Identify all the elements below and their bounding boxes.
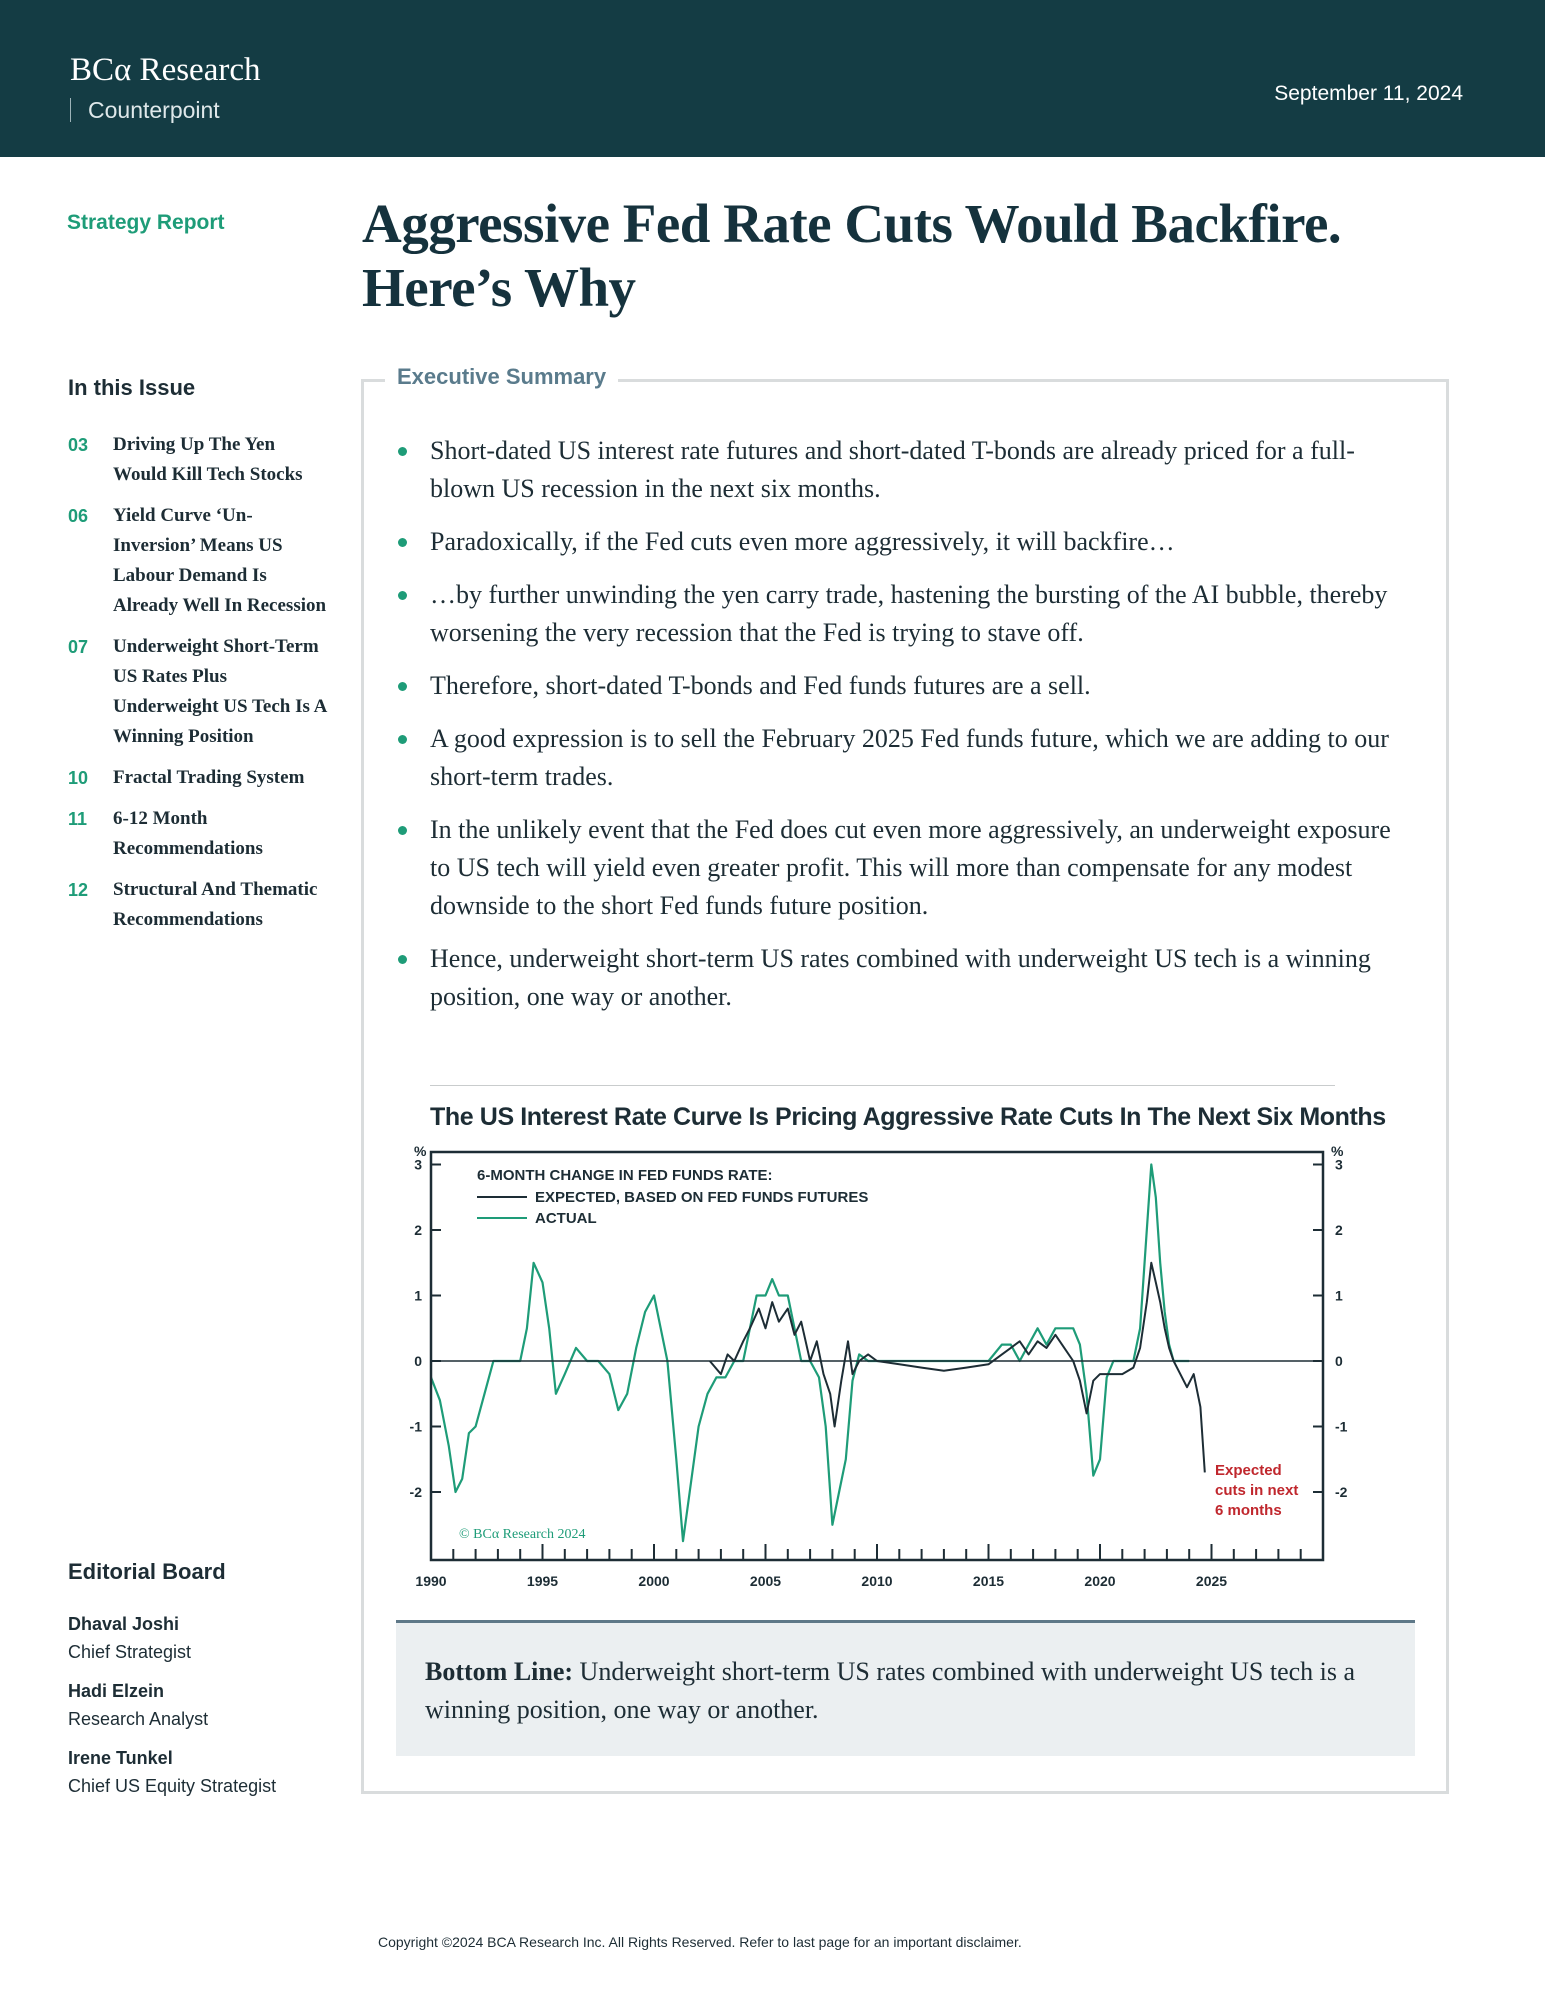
y-tick-label-right: -1	[1335, 1418, 1348, 1435]
toc-item[interactable]	[68, 430, 328, 490]
y-tick-label-right: 2	[1335, 1222, 1343, 1238]
copyright-footer: Copyright ©2024 BCA Research Inc. All Rights Reserved. Refer to last page for an important disclaimer.	[378, 1934, 1022, 1950]
y-tick-label-left: 3	[414, 1156, 422, 1173]
summary-bullet: In the unlikely event that the Fed does cut even more aggressively, an underweight exposure to US tech will yield even greater profit. This will more than compensate for any modest downside to the short Fed funds future position.	[430, 811, 1410, 925]
member-role: Chief US Equity Strategist	[68, 1776, 277, 1796]
publication-name: Counterpoint	[70, 98, 220, 122]
summary-bullet: Hence, underweight short-term US rates combined with underweight US tech is a winning position, one way or another.	[430, 940, 1410, 1016]
fed-funds-chart	[405, 1140, 1365, 1600]
member-role: Research Analyst	[68, 1709, 209, 1729]
summary-bullet: A good expression is to sell the February 2025 Fed funds future, which we are adding to our short-term trades.	[430, 720, 1410, 796]
chart-title: The US Interest Rate Curve Is Pricing Aggressive Rate Cuts In The Next Six Months	[430, 1103, 1386, 1131]
chart-copyright: © BCα Research 2024	[459, 1527, 586, 1542]
toc-label: 6-12 Month Recommendations	[113, 808, 263, 859]
x-tick-label: 2010	[861, 1573, 893, 1589]
y-tick-label-right: 0	[1335, 1353, 1343, 1369]
x-tick-label: 2005	[749, 1573, 782, 1589]
legend-label-expected: EXPECTED, BASED ON FED FUNDS FUTURES	[535, 1189, 869, 1206]
expected-series-line	[710, 1263, 1205, 1473]
summary-bullet: …by further unwinding the yen carry trade, hastening the bursting of the AI bubble, thereby worsening the very recession that the Fed is trying to stave off.	[430, 576, 1410, 652]
toc-page-number: 07	[68, 637, 89, 657]
bottom-line-text	[425, 1653, 1395, 1729]
board-member	[68, 1610, 276, 1666]
x-tick-label: 2000	[638, 1573, 670, 1589]
bottom-line-box	[396, 1620, 1415, 1756]
board-member	[68, 1744, 276, 1800]
y-unit-left: %	[414, 1143, 427, 1159]
toc-page-number: 12	[68, 880, 89, 900]
toc-item[interactable]	[68, 763, 328, 793]
toc-item[interactable]	[68, 632, 328, 752]
toc-page-number: 03	[68, 435, 89, 455]
title-line-2: Here’s Why	[362, 257, 636, 318]
x-tick-label: 2025	[1195, 1573, 1228, 1589]
editorial-board-heading: Editorial Board	[68, 1559, 226, 1584]
member-name: Hadi Elzein	[68, 1681, 165, 1701]
x-tick-label: 1990	[415, 1573, 447, 1589]
toc-page-number: 11	[68, 809, 88, 829]
y-tick-label-left: 2	[414, 1222, 422, 1238]
member-name: Irene Tunkel	[68, 1748, 173, 1768]
publish-date: September 11, 2024	[1274, 82, 1463, 105]
expected-cuts-annotation: cuts in next	[1215, 1482, 1299, 1499]
expected-cuts-annotation: Expected	[1215, 1462, 1282, 1479]
toc-item[interactable]	[68, 875, 328, 935]
y-tick-label-right: 3	[1335, 1156, 1343, 1173]
summary-bullets	[430, 432, 1410, 1031]
toc-item[interactable]	[68, 804, 328, 864]
page-title	[362, 192, 1482, 320]
toc-page-number: 06	[68, 506, 89, 526]
y-unit-right: %	[1331, 1143, 1344, 1159]
y-tick-label-left: -1	[409, 1418, 422, 1435]
bottom-line-label: Bottom Line:	[425, 1657, 574, 1686]
toc-heading: In this Issue	[68, 375, 196, 400]
executive-summary-heading: Executive Summary	[385, 364, 618, 390]
bottom-line-body: Underweight short-term US rates combined with underweight US tech is a winning position, one way or another.	[425, 1657, 1356, 1724]
x-tick-label: 2015	[972, 1573, 1005, 1589]
member-role: Chief Strategist	[68, 1642, 192, 1662]
brand-logo: BCα Research	[70, 52, 261, 88]
toc-label: Underweight Short-Term US Rates Plus Underweight US Tech Is A Winning Position	[113, 636, 327, 747]
board-member	[68, 1677, 276, 1733]
toc-label: Driving Up The Yen Would Kill Tech Stocks	[113, 434, 303, 485]
table-of-contents	[68, 430, 328, 946]
y-tick-label-right: -2	[1335, 1484, 1348, 1500]
expected-cuts-annotation: 6 months	[1215, 1502, 1282, 1519]
report-type: Strategy Report	[67, 211, 225, 234]
summary-bullet: Short-dated US interest rate futures and short-dated T-bonds are already priced for a full-blown US recession in the next six months.	[430, 432, 1410, 508]
legend-title: 6-MONTH CHANGE IN FED FUNDS RATE:	[477, 1167, 773, 1184]
toc-page-number: 10	[68, 768, 89, 788]
x-tick-label: 1995	[526, 1573, 559, 1589]
summary-bullet: Paradoxically, if the Fed cuts even more aggressively, it will backfire…	[430, 523, 1410, 561]
member-name: Dhaval Joshi	[68, 1614, 180, 1634]
chart-divider	[430, 1085, 1335, 1086]
toc-label: Yield Curve ‘Un-Inversion’ Means US Labour Demand Is Already Well In Recession	[113, 505, 327, 616]
title-line-1: Aggressive Fed Rate Cuts Would Backfire.	[362, 193, 1342, 254]
x-tick-label: 2020	[1084, 1573, 1116, 1589]
toc-label: Fractal Trading System	[113, 767, 305, 788]
y-tick-label-right: 1	[1335, 1287, 1343, 1304]
y-tick-label-left: 1	[414, 1287, 422, 1304]
editorial-board	[68, 1610, 276, 1811]
header-banner	[0, 0, 1545, 157]
y-tick-label-left: -2	[409, 1484, 422, 1500]
summary-bullet: Therefore, short-dated T-bonds and Fed funds futures are a sell.	[430, 667, 1410, 705]
y-tick-label-left: 0	[414, 1353, 422, 1369]
toc-label: Structural And Thematic Recommendations	[113, 879, 318, 930]
toc-item[interactable]	[68, 501, 328, 621]
legend-label-actual: ACTUAL	[535, 1210, 597, 1227]
